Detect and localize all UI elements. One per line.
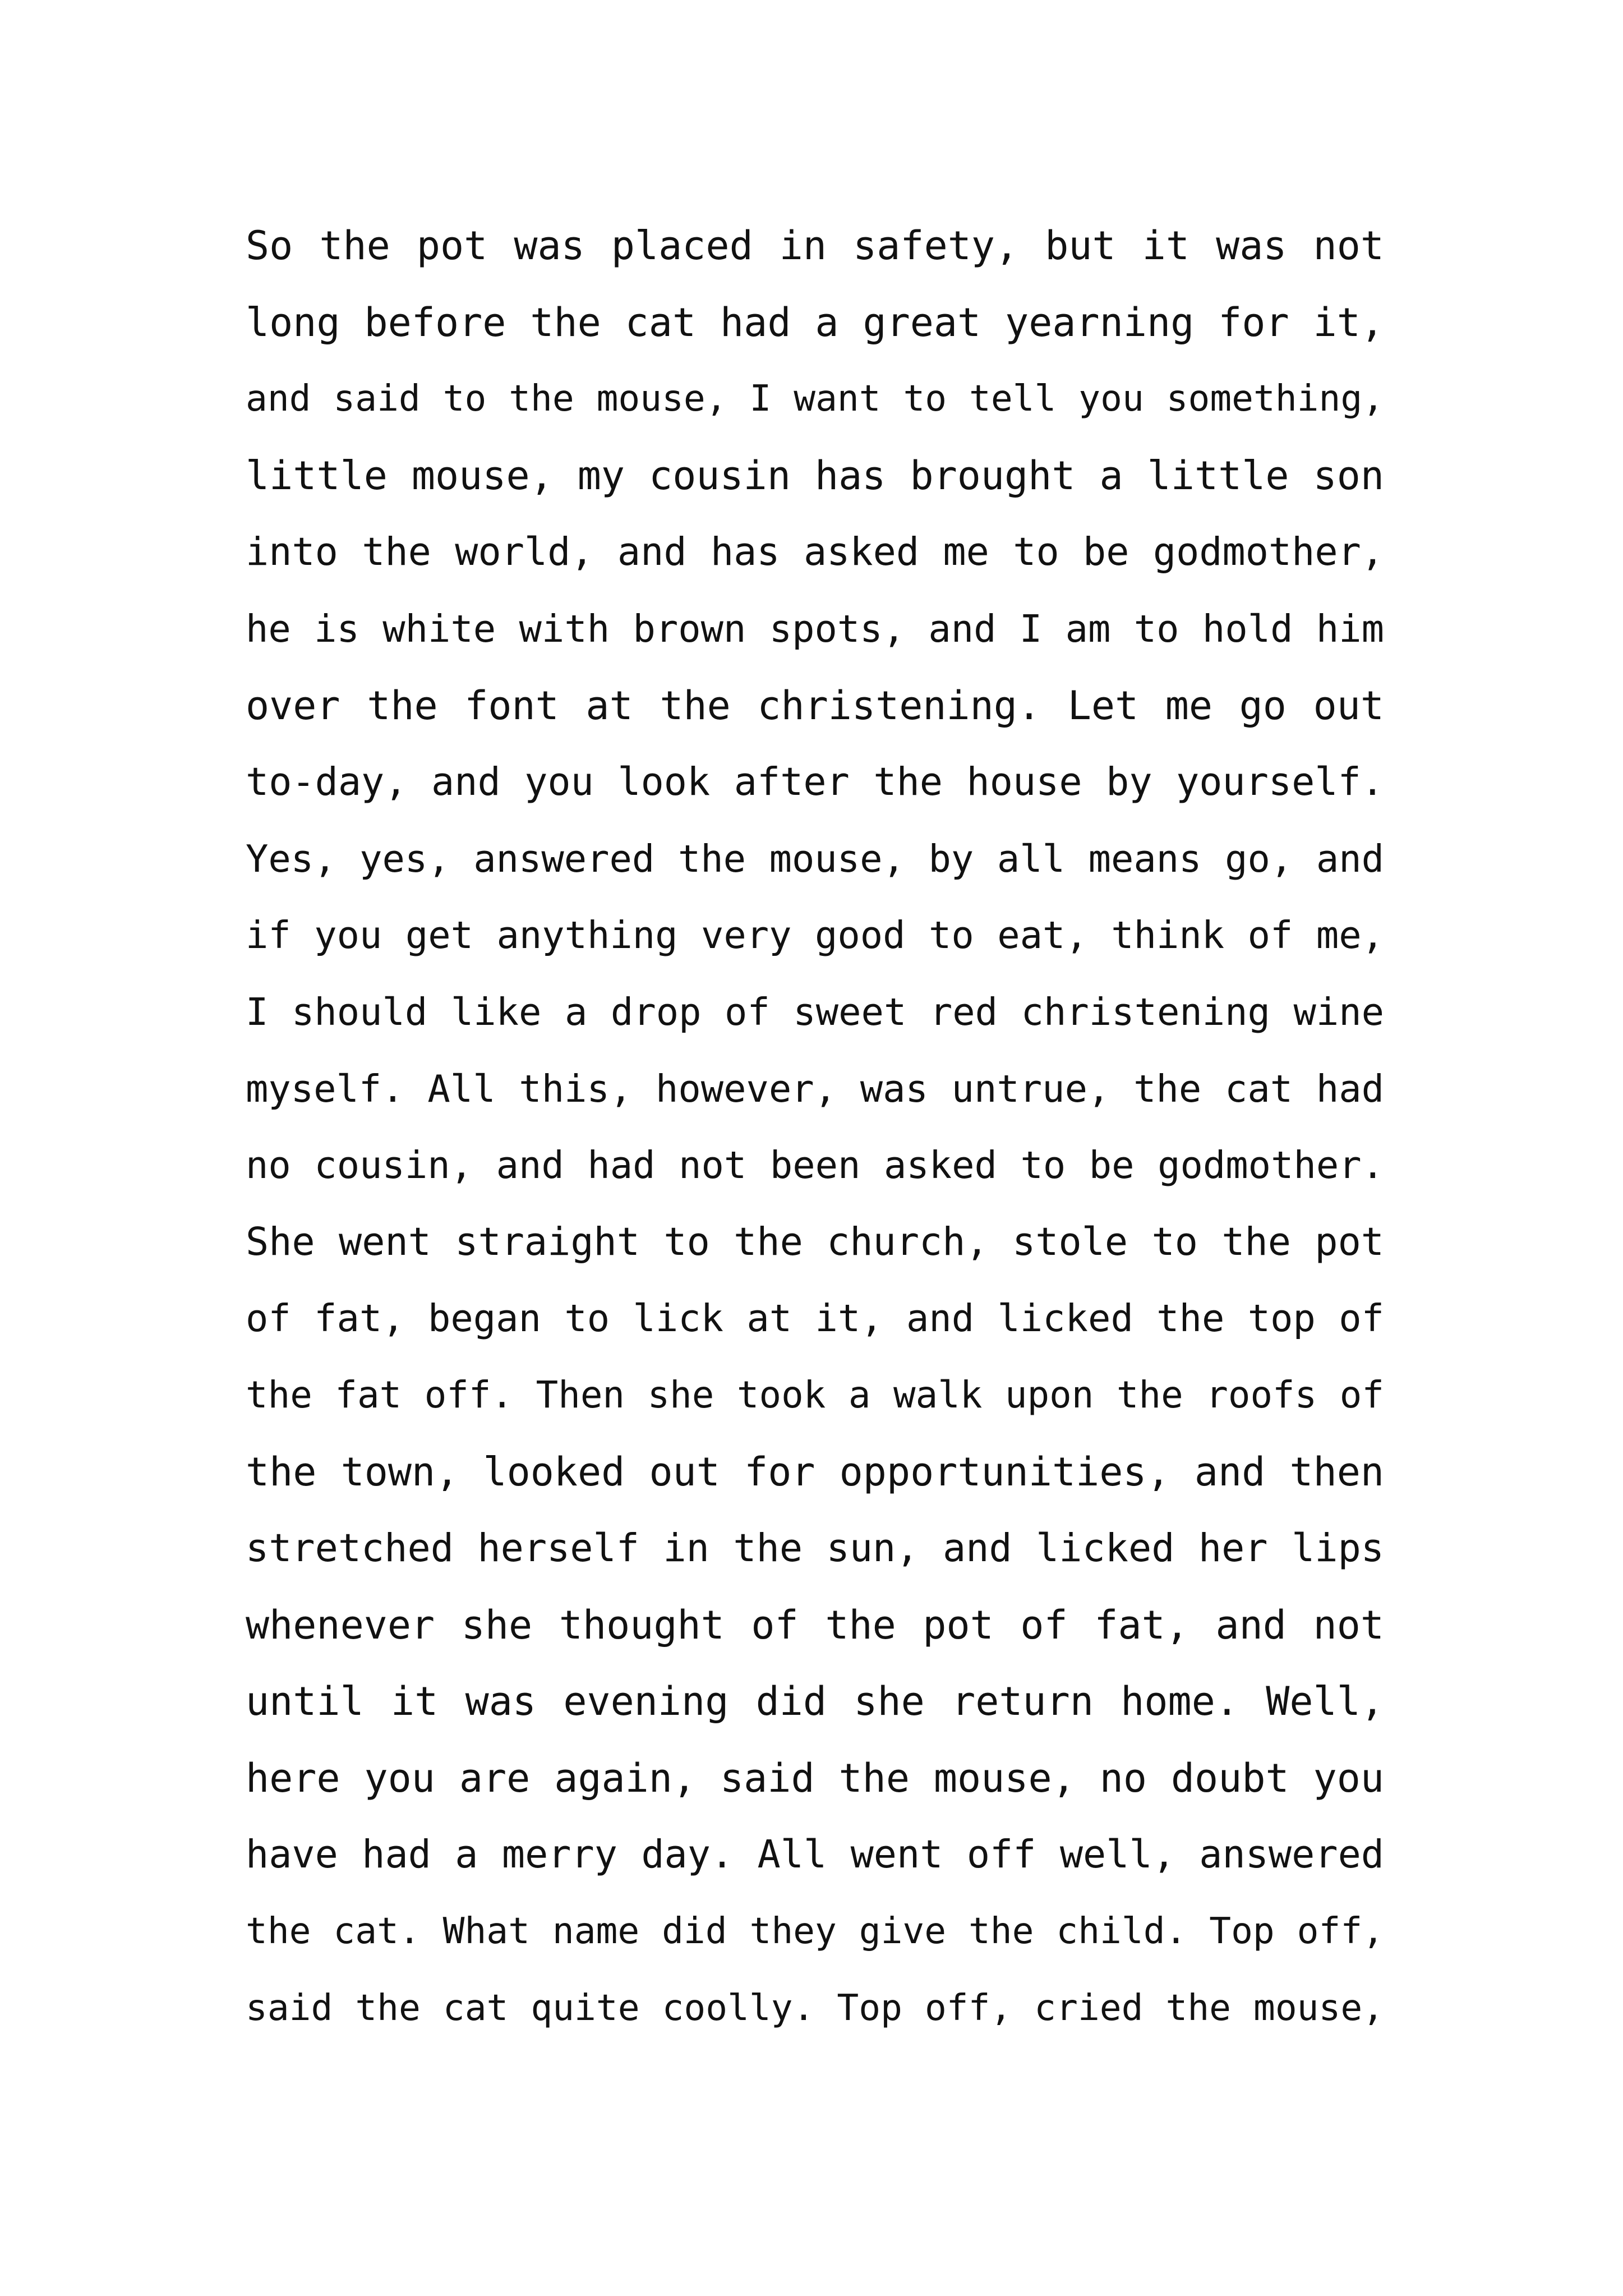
text-line: if you get anything very good to eat, think of me, bbox=[246, 913, 1384, 958]
text-line: I should like a drop of sweet red christening wine bbox=[246, 990, 1384, 1034]
text-line: over the font at the christening. Let me go out bbox=[246, 682, 1384, 729]
text-line: to-day, and you look after the house by yourself. bbox=[246, 760, 1384, 805]
body-text bbox=[246, 218, 1384, 2056]
text-line: he is white with brown spots, and I am to hold him bbox=[246, 606, 1384, 651]
text-line: little mouse, my cousin has brought a little son bbox=[246, 452, 1384, 499]
text-line: myself. All this, however, was untrue, the cat had bbox=[246, 1066, 1384, 1111]
text-line: have had a merry day. All went off well, answered bbox=[246, 1832, 1384, 1878]
text-line: of fat, began to lick at it, and licked the top of bbox=[246, 1296, 1384, 1341]
text-line: said the cat quite coolly. Top off, cried the mouse, bbox=[246, 1986, 1384, 2029]
text-line: until it was evening did she return home. Well, bbox=[246, 1678, 1384, 1725]
text-line: She went straight to the church, stole to the pot bbox=[246, 1219, 1384, 1264]
text-line: Yes, yes, answered the mouse, by all means go, and bbox=[246, 836, 1384, 881]
text-line: So the pot was placed in safety, but it was not bbox=[246, 223, 1384, 269]
text-line: the fat off. Then she took a walk upon the roofs of bbox=[246, 1373, 1384, 1416]
text-line: the town, looked out for opportunities, and then bbox=[246, 1448, 1384, 1495]
text-line: into the world, and has asked me to be godmother, bbox=[246, 530, 1384, 575]
text-line: no cousin, and had not been asked to be godmother. bbox=[246, 1143, 1384, 1188]
text-line: whenever she thought of the pot of fat, and not bbox=[246, 1602, 1384, 1648]
text-line: here you are again, said the mouse, no doubt you bbox=[246, 1755, 1384, 1801]
text-line: long before the cat had a great yearning for it, bbox=[246, 299, 1384, 346]
text-line: and said to the mouse, I want to tell you something, bbox=[246, 378, 1384, 420]
text-line: stretched herself in the sun, and licked her lips bbox=[246, 1526, 1384, 1571]
text-line: the cat. What name did they give the child. Top off, bbox=[246, 1910, 1384, 1953]
